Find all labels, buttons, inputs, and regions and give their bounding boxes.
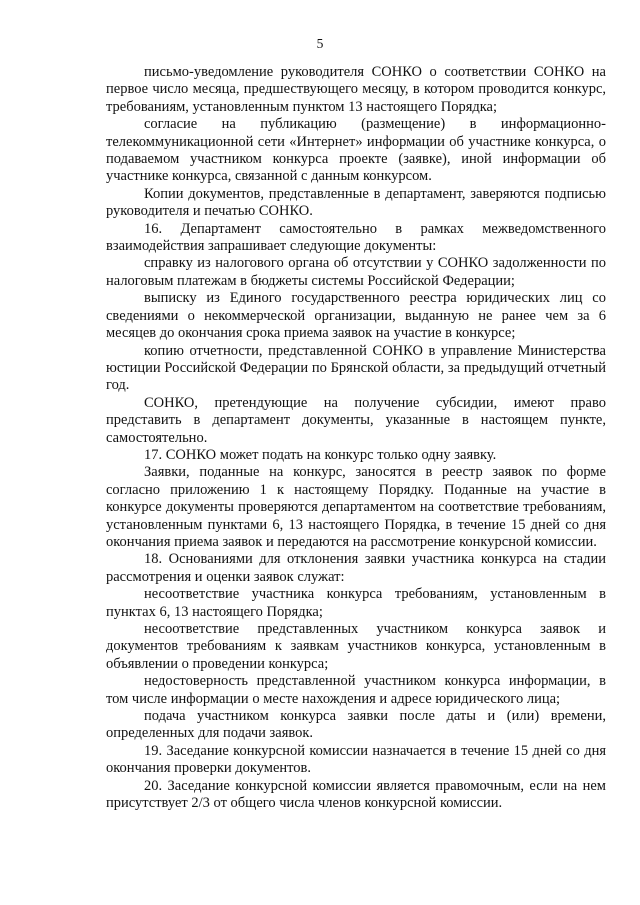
- paragraph-item-16: 16. Департамент самостоятельно в рамках межведомственного взаимодействия запрашивает следующие документы:: [106, 220, 606, 255]
- paragraph-registry-extract: выписку из Единого государственного реестра юридических лиц со сведениями о некоммерческой организации, выданную не ранее чем за 6 месяцев до окончания срока приема заявок на участие в конкурсе;: [106, 290, 606, 342]
- paragraph-applications-registry: Заявки, поданные на конкурс, заносятся в реестр заявок по форме согласно приложению 1 к настоящему Порядку. Поданные на участие в конкурсе документы проверяются департаментом на соответствие требованиям, установленным пунктами 6, 13 настоящего Порядка, в течение 15 дней со дня окончания приема заявок и передаются на рассмотрение конкурсной комиссии.: [106, 464, 606, 550]
- paragraph-item-19: 19. Заседание конкурсной комиссии назначается в течение 15 дней со дня окончания проверки документов.: [106, 742, 606, 777]
- paragraph-publication-consent: согласие на публикацию (размещение) в информационно-телекоммуникационной сети «Интернет» информации об участнике конкурса, о подаваемом участником конкурса проекте (заявке), иной информации об участнике конкурса, связанной с данным конкурсом.: [106, 116, 606, 185]
- paragraph-participant-mismatch: несоответствие участника конкурса требованиям, установленным в пунктах 6, 13 настоящего Порядка;: [106, 586, 606, 620]
- page-number: 5: [316, 36, 324, 51]
- paragraph-reporting-copy: копию отчетности, представленной СОНКО в управление Министерства юстиции Российской Федерации по Брянской области, за предыдущий отчетный год.: [106, 342, 606, 394]
- paragraph-documents-mismatch: несоответствие представленных участником конкурса заявок и документов требованиям к заявкам участников конкурса, установленным в объявлении о проведении конкурса;: [106, 621, 606, 672]
- paragraph-tax-certificate: справку из налогового органа об отсутствии у СОНКО задолженности по налоговым платежам в бюджеты системы Российской Федерации;: [106, 255, 606, 289]
- paragraph-copies-certification: Копии документов, представленные в департамент, заверяются подписью руководителя и печатью СОНКО.: [106, 185, 606, 220]
- document-body: [106, 64, 606, 812]
- paragraph-item-18: 18. Основаниями для отклонения заявки участника конкурса на стадии рассмотрения и оценки заявок служат:: [106, 551, 606, 585]
- paragraph-item-20: 20. Заседание конкурсной комиссии является правомочным, если на нем присутствует 2/3 от общего числа членов конкурсной комиссии.: [106, 777, 606, 812]
- paragraph-notification-letter: письмо-уведомление руководителя СОНКО о соответствии СОНКО на первое число месяца, предшествующего месяцу, в котором проводится конкурс, требованиям, установленным пунктом 13 настоящего Порядка;: [106, 64, 606, 115]
- paragraph-false-information: недостоверность представленной участником конкурса информации, в том числе информации о месте нахождения и адресе юридического лица;: [106, 673, 606, 707]
- paragraph-late-submission: подача участником конкурса заявки после даты и (или) времени, определенных для подачи заявок.: [106, 708, 606, 742]
- paragraph-item-17: 17. СОНКО может подать на конкурс только одну заявку.: [144, 446, 497, 463]
- paragraph-self-submission: СОНКО, претендующие на получение субсидии, имеют право представить в департамент документы, указанные в настоящем пункте, самостоятельно.: [106, 394, 606, 446]
